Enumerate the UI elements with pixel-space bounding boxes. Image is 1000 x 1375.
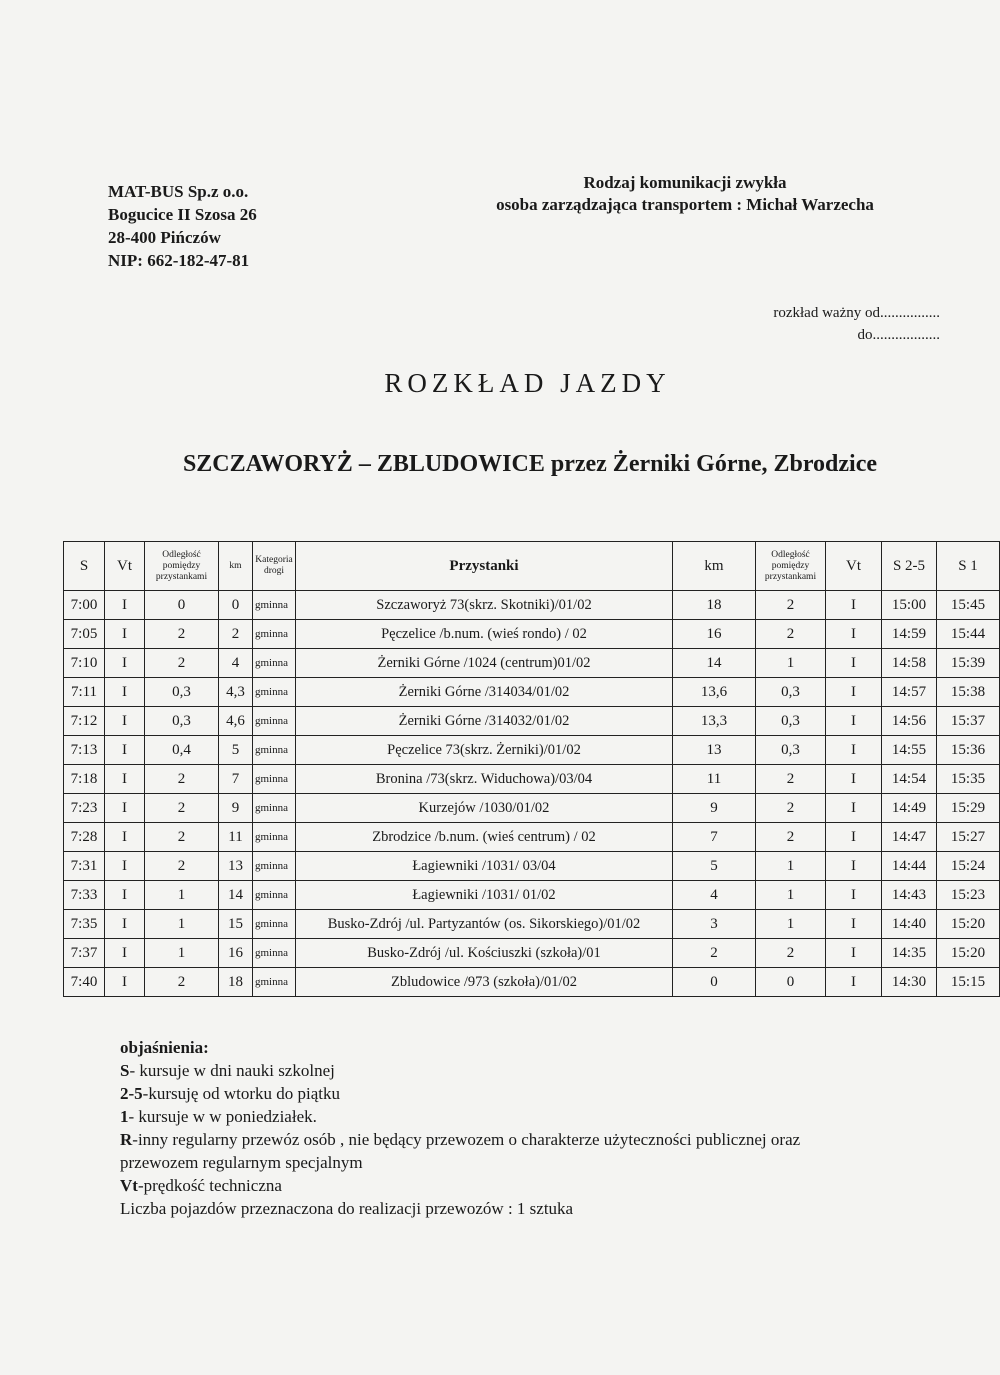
speed-vt: I: [105, 968, 145, 997]
km-return: 5: [673, 852, 756, 881]
page-title: ROZKŁAD JAZDY: [384, 368, 671, 398]
departure-time-s: 7:23: [64, 794, 105, 823]
speed-vt-return: I: [826, 794, 882, 823]
header-distance-right: Odległość pomiędzy przystankami: [756, 542, 826, 591]
departure-time-s1: 15:45: [937, 591, 1000, 620]
km-cumulative: 15: [219, 910, 253, 939]
km-return: 2: [673, 939, 756, 968]
header-stops: Przystanki: [296, 542, 673, 591]
transport-manager: osoba zarządzająca transportem : Michał Warzecha: [496, 195, 874, 214]
header-distance-left: Odległość pomiędzy przystankami: [145, 542, 219, 591]
km-return: 13,6: [673, 678, 756, 707]
explanation-key: 2-5: [120, 1084, 143, 1103]
explanation-text: - kursuje w w poniedziałek.: [128, 1107, 317, 1126]
departure-time-s1: 15:23: [937, 881, 1000, 910]
departure-time-s25: 14:47: [882, 823, 937, 852]
table-row: [64, 678, 1000, 707]
explanation-item: [120, 1082, 800, 1105]
explanation-text: - kursuje w dni nauki szkolnej: [129, 1061, 335, 1080]
explanation-item: [120, 1174, 800, 1197]
speed-vt: I: [105, 707, 145, 736]
speed-vt-return: I: [826, 678, 882, 707]
speed-vt-return: I: [826, 939, 882, 968]
departure-time-s1: 15:35: [937, 765, 1000, 794]
speed-vt-return: I: [826, 707, 882, 736]
stop-name: Pęczelice 73(skrz. Żerniki)/01/02: [296, 736, 673, 765]
explanation-text: -inny regularny przewóz osób , nie będący przewozem o charakterze użyteczności publicznej oraz: [132, 1130, 801, 1149]
distance-between-stops: 2: [145, 823, 219, 852]
explanation-item: [120, 1105, 800, 1128]
km-cumulative: 16: [219, 939, 253, 968]
distance-return: 1: [756, 852, 826, 881]
km-return: 9: [673, 794, 756, 823]
valid-from: rozkład ważny od................: [773, 305, 940, 321]
distance-between-stops: 2: [145, 852, 219, 881]
communication-type: Rodzaj komunikacji zwykła: [583, 173, 787, 192]
departure-time-s25: 14:56: [882, 707, 937, 736]
km-return: 0: [673, 968, 756, 997]
timetable-header-row: [64, 542, 1000, 591]
km-return: 13,3: [673, 707, 756, 736]
departure-time-s1: 15:29: [937, 794, 1000, 823]
distance-between-stops: 2: [145, 620, 219, 649]
km-cumulative: 7: [219, 765, 253, 794]
speed-vt-return: I: [826, 591, 882, 620]
header-s: S: [64, 542, 105, 591]
header-s25: S 2-5: [882, 542, 937, 591]
distance-between-stops: 2: [145, 649, 219, 678]
distance-return: 0,3: [756, 736, 826, 765]
road-category: gminna: [253, 765, 296, 794]
stop-name: Szczaworyż 73(skrz. Skotniki)/01/02: [296, 591, 673, 620]
distance-between-stops: 1: [145, 881, 219, 910]
road-category: gminna: [253, 852, 296, 881]
km-cumulative: 11: [219, 823, 253, 852]
departure-time-s25: 14:44: [882, 852, 937, 881]
km-cumulative: 2: [219, 620, 253, 649]
departure-time-s25: 14:57: [882, 678, 937, 707]
departure-time-s: 7:35: [64, 910, 105, 939]
road-category: gminna: [253, 823, 296, 852]
road-category: gminna: [253, 649, 296, 678]
speed-vt: I: [105, 939, 145, 968]
distance-return: 2: [756, 620, 826, 649]
km-return: 11: [673, 765, 756, 794]
speed-vt-return: I: [826, 620, 882, 649]
road-category: gminna: [253, 794, 296, 823]
distance-return: 2: [756, 765, 826, 794]
departure-time-s: 7:18: [64, 765, 105, 794]
distance-between-stops: 2: [145, 968, 219, 997]
explanations-title: objaśnienia:: [120, 1038, 209, 1057]
stop-name: Żerniki Górne /314032/01/02: [296, 707, 673, 736]
km-return: 18: [673, 591, 756, 620]
company-address-city: 28-400 Pińczów: [108, 228, 221, 247]
departure-time-s: 7:13: [64, 736, 105, 765]
table-row: [64, 736, 1000, 765]
road-category: gminna: [253, 881, 296, 910]
table-row: [64, 765, 1000, 794]
km-cumulative: 0: [219, 591, 253, 620]
explanation-text: przewozem regularnym specjalnym: [120, 1153, 363, 1172]
company-name: MAT-BUS Sp.z o.o.: [108, 182, 249, 201]
distance-return: 0,3: [756, 678, 826, 707]
communication-info: [440, 172, 930, 216]
distance-return: 0: [756, 968, 826, 997]
departure-time-s: 7:33: [64, 881, 105, 910]
route-title: SZCZAWORYŻ – ZBLUDOWICE przez Żerniki Górne, Zbrodzice: [182, 451, 878, 477]
km-cumulative: 4,6: [219, 707, 253, 736]
explanation-item: [120, 1151, 800, 1174]
speed-vt: I: [105, 736, 145, 765]
distance-between-stops: 0,3: [145, 707, 219, 736]
speed-vt-return: I: [826, 823, 882, 852]
departure-time-s: 7:12: [64, 707, 105, 736]
distance-return: 1: [756, 881, 826, 910]
departure-time-s1: 15:15: [937, 968, 1000, 997]
explanation-key: S: [120, 1061, 130, 1080]
explanation-text: -kursuję od wtorku do piątku: [142, 1084, 341, 1103]
departure-time-s1: 15:44: [937, 620, 1000, 649]
validity-period: [700, 302, 940, 346]
speed-vt-return: I: [826, 910, 882, 939]
header-km-right: km: [673, 542, 756, 591]
departure-time-s1: 15:37: [937, 707, 1000, 736]
km-return: 7: [673, 823, 756, 852]
table-row: [64, 649, 1000, 678]
table-row: [64, 939, 1000, 968]
distance-between-stops: 0,3: [145, 678, 219, 707]
header-vt-left: Vt: [105, 542, 145, 591]
departure-time-s: 7:00: [64, 591, 105, 620]
explanation-item: [120, 1128, 800, 1151]
header-km-left: km: [219, 542, 253, 591]
explanations: [120, 1036, 800, 1220]
company-address-street: Bogucice II Szosa 26: [108, 205, 257, 224]
valid-to: do..................: [857, 327, 940, 343]
distance-between-stops: 2: [145, 794, 219, 823]
road-category: gminna: [253, 939, 296, 968]
km-cumulative: 4: [219, 649, 253, 678]
speed-vt-return: I: [826, 852, 882, 881]
explanation-key: 1: [120, 1107, 129, 1126]
table-row: [64, 794, 1000, 823]
stop-name: Łagiewniki /1031/ 01/02: [296, 881, 673, 910]
departure-time-s: 7:11: [64, 678, 105, 707]
stop-name: Bronina /73(skrz. Widuchowa)/03/04: [296, 765, 673, 794]
departure-time-s25: 14:55: [882, 736, 937, 765]
departure-time-s25: 14:59: [882, 620, 937, 649]
km-return: 14: [673, 649, 756, 678]
road-category: gminna: [253, 910, 296, 939]
departure-time-s25: 14:40: [882, 910, 937, 939]
km-return: 3: [673, 910, 756, 939]
stop-name: Łagiewniki /1031/ 03/04: [296, 852, 673, 881]
table-row: [64, 620, 1000, 649]
distance-return: 0,3: [756, 707, 826, 736]
km-cumulative: 9: [219, 794, 253, 823]
speed-vt: I: [105, 649, 145, 678]
departure-time-s25: 14:58: [882, 649, 937, 678]
explanation-key: Vt: [120, 1176, 138, 1195]
speed-vt: I: [105, 794, 145, 823]
header-road-category: Kategoria drogi: [253, 542, 296, 591]
km-cumulative: 14: [219, 881, 253, 910]
header-s1: S 1: [937, 542, 1000, 591]
departure-time-s25: 14:35: [882, 939, 937, 968]
speed-vt: I: [105, 852, 145, 881]
departure-time-s: 7:10: [64, 649, 105, 678]
departure-time-s1: 15:39: [937, 649, 1000, 678]
distance-return: 2: [756, 794, 826, 823]
explanation-text: -prędkość techniczna: [137, 1176, 282, 1195]
departure-time-s1: 15:20: [937, 939, 1000, 968]
company-nip: NIP: 662-182-47-81: [108, 251, 250, 270]
stop-name: Kurzejów /1030/01/02: [296, 794, 673, 823]
distance-return: 2: [756, 823, 826, 852]
speed-vt: I: [105, 620, 145, 649]
stop-name: Busko-Zdrój /ul. Partyzantów (os. Sikorskiego)/01/02: [296, 910, 673, 939]
explanation-text: Liczba pojazdów przeznaczona do realizacji przewozów : 1 sztuka: [120, 1199, 574, 1218]
explanation-item: [120, 1059, 800, 1082]
explanation-key: R: [120, 1130, 133, 1149]
explanations-list: [120, 1059, 800, 1220]
speed-vt: I: [105, 910, 145, 939]
explanation-item: [120, 1197, 800, 1220]
stop-name: Busko-Zdrój /ul. Kościuszki (szkoła)/01: [296, 939, 673, 968]
timetable: [63, 541, 1000, 997]
road-category: gminna: [253, 968, 296, 997]
departure-time-s25: 14:49: [882, 794, 937, 823]
distance-between-stops: 0,4: [145, 736, 219, 765]
distance-between-stops: 1: [145, 910, 219, 939]
stop-name: Żerniki Górne /314034/01/02: [296, 678, 673, 707]
departure-time-s1: 15:24: [937, 852, 1000, 881]
departure-time-s: 7:40: [64, 968, 105, 997]
departure-time-s1: 15:38: [937, 678, 1000, 707]
departure-time-s1: 15:36: [937, 736, 1000, 765]
table-row: [64, 910, 1000, 939]
road-category: gminna: [253, 707, 296, 736]
speed-vt-return: I: [826, 968, 882, 997]
road-category: gminna: [253, 591, 296, 620]
stop-name: Żerniki Górne /1024 (centrum)01/02: [296, 649, 673, 678]
table-row: [64, 707, 1000, 736]
road-category: gminna: [253, 620, 296, 649]
speed-vt-return: I: [826, 736, 882, 765]
table-row: [64, 591, 1000, 620]
km-cumulative: 4,3: [219, 678, 253, 707]
stop-name: Pęczelice /b.num. (wieś rondo) / 02: [296, 620, 673, 649]
departure-time-s25: 14:43: [882, 881, 937, 910]
departure-time-s: 7:05: [64, 620, 105, 649]
km-cumulative: 13: [219, 852, 253, 881]
departure-time-s: 7:37: [64, 939, 105, 968]
speed-vt: I: [105, 765, 145, 794]
departure-time-s1: 15:27: [937, 823, 1000, 852]
km-return: 13: [673, 736, 756, 765]
speed-vt: I: [105, 881, 145, 910]
departure-time-s1: 15:20: [937, 910, 1000, 939]
departure-time-s: 7:28: [64, 823, 105, 852]
distance-return: 1: [756, 649, 826, 678]
table-row: [64, 852, 1000, 881]
company-info: [108, 180, 257, 272]
road-category: gminna: [253, 678, 296, 707]
distance-return: 2: [756, 939, 826, 968]
distance-return: 2: [756, 591, 826, 620]
table-row: [64, 823, 1000, 852]
distance-between-stops: 0: [145, 591, 219, 620]
speed-vt: I: [105, 678, 145, 707]
departure-time-s: 7:31: [64, 852, 105, 881]
departure-time-s25: 14:54: [882, 765, 937, 794]
km-cumulative: 5: [219, 736, 253, 765]
stop-name: Zbludowice /973 (szkoła)/01/02: [296, 968, 673, 997]
distance-between-stops: 1: [145, 939, 219, 968]
header-vt-right: Vt: [826, 542, 882, 591]
table-row: [64, 968, 1000, 997]
speed-vt: I: [105, 823, 145, 852]
km-return: 4: [673, 881, 756, 910]
km-cumulative: 18: [219, 968, 253, 997]
distance-return: 1: [756, 910, 826, 939]
speed-vt-return: I: [826, 649, 882, 678]
km-return: 16: [673, 620, 756, 649]
table-row: [64, 881, 1000, 910]
distance-between-stops: 2: [145, 765, 219, 794]
road-category: gminna: [253, 736, 296, 765]
departure-time-s25: 15:00: [882, 591, 937, 620]
stop-name: Zbrodzice /b.num. (wieś centrum) / 02: [296, 823, 673, 852]
speed-vt-return: I: [826, 881, 882, 910]
departure-time-s25: 14:30: [882, 968, 937, 997]
speed-vt-return: I: [826, 765, 882, 794]
speed-vt: I: [105, 591, 145, 620]
